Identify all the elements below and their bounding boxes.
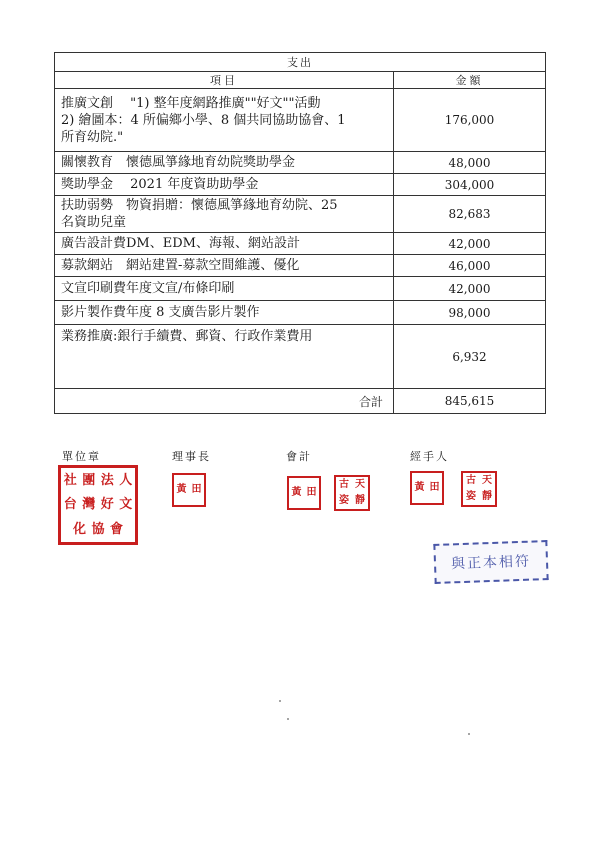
- seal-glyph: 文: [119, 497, 133, 513]
- seal-glyph: 姿: [466, 491, 476, 502]
- unit-seal-glyphs: [61, 468, 135, 542]
- item-line: 關懷教育 懷德風箏緣地育幼院獎助學金: [61, 155, 296, 170]
- seal-glyphs: [463, 473, 495, 505]
- total-amount: 845,615: [394, 389, 546, 414]
- seal-glyph: 田: [429, 482, 440, 493]
- item-cell: [55, 255, 394, 277]
- table-row: [55, 233, 546, 255]
- seal-glyph: 姿: [339, 495, 349, 506]
- accountant-seal-1: [287, 476, 321, 510]
- item-cell: [55, 233, 394, 255]
- amount-cell: 42,000: [394, 277, 546, 301]
- item-cell: [55, 152, 394, 174]
- seal-glyph: 會: [109, 522, 123, 538]
- seal-glyph: 古: [466, 475, 476, 486]
- seal-glyph: 好: [100, 497, 114, 513]
- table-row: [55, 174, 546, 196]
- item-line: 所育幼院.": [61, 129, 124, 145]
- seal-glyph: 靜: [355, 495, 365, 506]
- seal-glyph: 社: [63, 472, 77, 488]
- seal-glyph: 黃: [414, 482, 425, 493]
- item-cell: [55, 196, 394, 233]
- item-cell: [55, 325, 394, 389]
- unit-seal: [58, 465, 138, 545]
- column-header-item: 項目: [55, 72, 394, 89]
- table-row: [55, 255, 546, 277]
- seal-glyph: 台: [63, 497, 77, 513]
- seal-glyph: 協: [91, 522, 105, 538]
- amount-cell: 304,000: [394, 174, 546, 196]
- accountant-label: 會計: [286, 450, 312, 463]
- amount-cell: 6,932: [394, 325, 546, 389]
- item-line: 文宣印刷費年度文宣/布條印刷: [61, 281, 235, 296]
- amount-cell: 82,683: [394, 196, 546, 233]
- table-row: [55, 277, 546, 301]
- amount-cell: 42,000: [394, 233, 546, 255]
- column-header-amount: 金額: [394, 72, 546, 89]
- amount-cell: 98,000: [394, 301, 546, 325]
- seal-glyphs: [174, 475, 204, 505]
- chairman-seal: [172, 473, 206, 507]
- seal-glyph: 黃: [291, 487, 302, 498]
- seal-glyphs: [289, 478, 319, 508]
- seal-glyph: 田: [306, 487, 317, 498]
- seal-glyph: 古: [339, 479, 349, 490]
- total-label: 合計: [55, 389, 394, 414]
- item-cell: [55, 89, 394, 152]
- item-line: 名資助兒童: [61, 215, 127, 230]
- unit-seal-label: 單位章: [62, 450, 101, 463]
- item-line: 獎助學金 2021 年度資助助學金: [61, 177, 259, 192]
- item-cell: [55, 301, 394, 325]
- table-row: [55, 89, 546, 152]
- certification-stamp: 與正本相符: [433, 540, 548, 584]
- amount-cell: 46,000: [394, 255, 546, 277]
- table-row: [55, 325, 546, 389]
- seal-glyph: 法: [100, 472, 114, 488]
- amount-cell: 48,000: [394, 152, 546, 174]
- item-cell: [55, 277, 394, 301]
- seal-glyph: 天: [482, 475, 492, 486]
- seal-glyph: 天: [355, 479, 365, 490]
- item-line: 推廣文創 "1) 整年度網路推廣""好文""活動: [61, 95, 321, 111]
- item-cell: [55, 174, 394, 196]
- seal-glyph: 靜: [482, 491, 492, 502]
- table-row: [55, 196, 546, 233]
- table-row: [55, 301, 546, 325]
- item-line: 扶助弱勢 物資捐贈：懷德風箏緣地育幼院、25: [61, 198, 338, 213]
- table-title: 支出: [55, 53, 546, 72]
- scan-speck: [287, 718, 289, 720]
- seal-glyph: 田: [191, 484, 202, 495]
- handler-seal-2: [461, 471, 497, 507]
- seal-glyph: 團: [82, 472, 96, 488]
- seal-glyph: 黃: [176, 484, 187, 495]
- total-row: [55, 389, 546, 414]
- expense-table: [54, 52, 546, 414]
- seal-glyph: 人: [119, 472, 133, 488]
- scan-speck: [279, 700, 281, 702]
- handler-seal-1: [410, 471, 444, 505]
- accountant-seal-2: [334, 475, 370, 511]
- amount-cell: 176,000: [394, 89, 546, 152]
- expense-sheet: [54, 52, 545, 414]
- seal-glyph: 化: [72, 522, 86, 538]
- seal-glyphs: [412, 473, 442, 503]
- chairman-label: 理事長: [172, 450, 211, 463]
- seal-glyphs: [336, 477, 368, 509]
- table-row: [55, 152, 546, 174]
- seal-glyph: 灣: [82, 497, 96, 513]
- handler-label: 經手人: [410, 450, 449, 463]
- item-line: 影片製作費年度 8 支廣告影片製作: [61, 305, 260, 320]
- scan-speck: [468, 733, 470, 735]
- item-line: 業務推廣:銀行手續費、郵資、行政作業費用: [61, 329, 313, 344]
- item-line: 2) 繪圖本：4 所偏鄉小學、8 個共同協助協會、1: [61, 112, 346, 128]
- item-line: 募款網站 網站建置-募款空間維護、優化: [61, 258, 300, 273]
- item-line: 廣告設計費DM、EDM、海報、網站設計: [61, 236, 300, 251]
